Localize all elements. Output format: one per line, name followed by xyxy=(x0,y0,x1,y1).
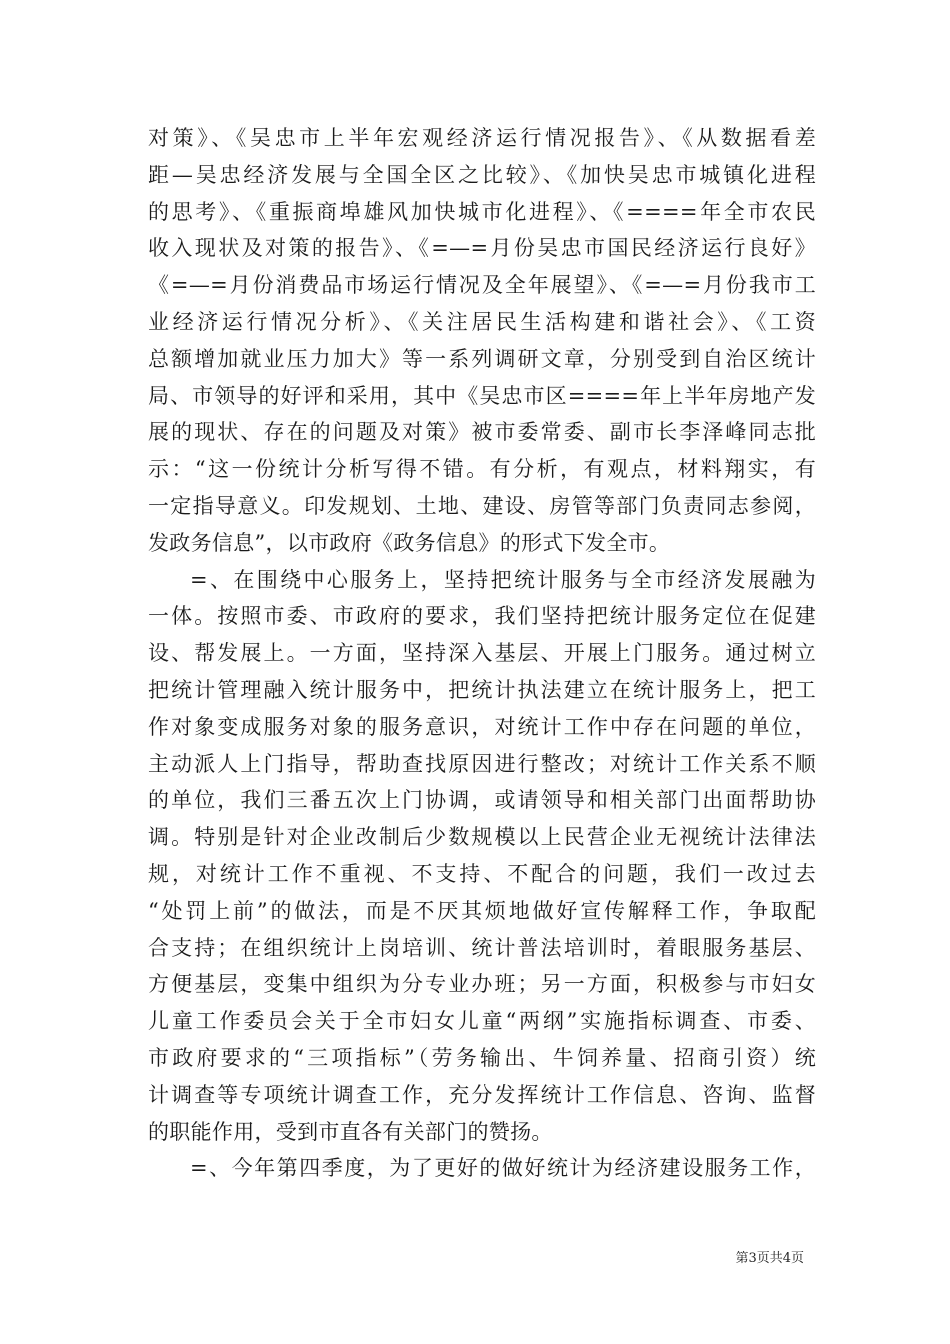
text-line: 方便基层，变集中组织为分专业办班；另一方面，积极参与市妇女 xyxy=(148,972,816,997)
text-line: 发政务信息”，以市政府《政务信息》的形式下发全市。 xyxy=(148,530,671,555)
text-line: 主动派人上门指导，帮助查找原因进行整改；对统计工作关系不顺 xyxy=(148,751,816,776)
text-line: 总额增加就业压力加大》等一系列调研文章，分别受到自治区统计 xyxy=(148,346,816,371)
paragraph-start-line: =、今年第四季度，为了更好的做好统计为经济建设服务工作， xyxy=(190,1156,816,1181)
text-line: 市政府要求的“三项指标”（劳务输出、牛饲养量、招商引资）统 xyxy=(148,1045,816,1070)
text-line: 《=—=月份消费品市场运行情况及全年展望》、《=—=月份我市工 xyxy=(148,273,816,298)
text-line: 收入现状及对策的报告》、《=—=月份吴忠市国民经济运行良好》 xyxy=(148,236,816,261)
text-line: 局、市领导的好评和采用，其中《吴忠市区====年上半年房地产发 xyxy=(148,383,816,408)
text-line: 的思考》、《重振商埠雄风加快城市化进程》、《====年全市农民 xyxy=(148,199,816,224)
text-line: 业经济运行情况分析》、《关注居民生活构建和谐社会》、《工资 xyxy=(148,309,816,334)
text-line: 距—吴忠经济发展与全国全区之比较》、《加快吴忠市城镇化进程 xyxy=(148,162,816,187)
page-number-footer: 第3页共4页 xyxy=(735,1251,804,1266)
text-line: 展的现状、存在的问题及对策》被市委常委、副市长李泽峰同志批 xyxy=(148,420,816,445)
text-line: 作对象变成服务对象的服务意识，对统计工作中存在问题的单位， xyxy=(148,714,816,739)
text-line: 一体。按照市委、市政府的要求，我们坚持把统计服务定位在促建 xyxy=(148,604,816,629)
text-line: 计调查等专项统计调查工作，充分发挥统计工作信息、咨询、监督 xyxy=(148,1082,816,1107)
text-line: 设、帮发展上。一方面，坚持深入基层、开展上门服务。通过树立 xyxy=(148,641,816,666)
text-line: 的职能作用，受到市直各有关部门的赞扬。 xyxy=(148,1119,553,1144)
text-line: 合支持；在组织统计上岗培训、统计普法培训时，着眼服务基层、 xyxy=(148,935,816,960)
text-line: 示：“这一份统计分析写得不错。有分析，有观点，材料翔实，有 xyxy=(148,457,816,482)
text-line: 对策》、《吴忠市上半年宏观经济运行情况报告》、《从数据看差 xyxy=(148,126,816,150)
body-text xyxy=(148,120,816,1187)
text-line: 的单位，我们三番五次上门协调，或请领导和相关部门出面帮助协 xyxy=(148,788,816,813)
text-line: 调。特别是针对企业改制后少数规模以上民营企业无视统计法律法 xyxy=(148,825,816,850)
text-line: 把统计管理融入统计服务中，把统计执法建立在统计服务上，把工 xyxy=(148,677,816,702)
paragraph-start-line: =、在围绕中心服务上，坚持把统计服务与全市经济发展融为 xyxy=(190,567,816,592)
text-line: “处罚上前”的做法，而是不厌其烦地做好宣传解释工作，争取配 xyxy=(148,898,816,923)
text-line: 一定指导意义。印发规划、土地、建设、房管等部门负责同志参阅， xyxy=(148,493,816,518)
text-line: 儿童工作委员会关于全市妇女儿童“两纲”实施指标调查、市委、 xyxy=(148,1009,816,1034)
text-line: 规，对统计工作不重视、不支持、不配合的问题，我们一改过去 xyxy=(148,861,816,886)
